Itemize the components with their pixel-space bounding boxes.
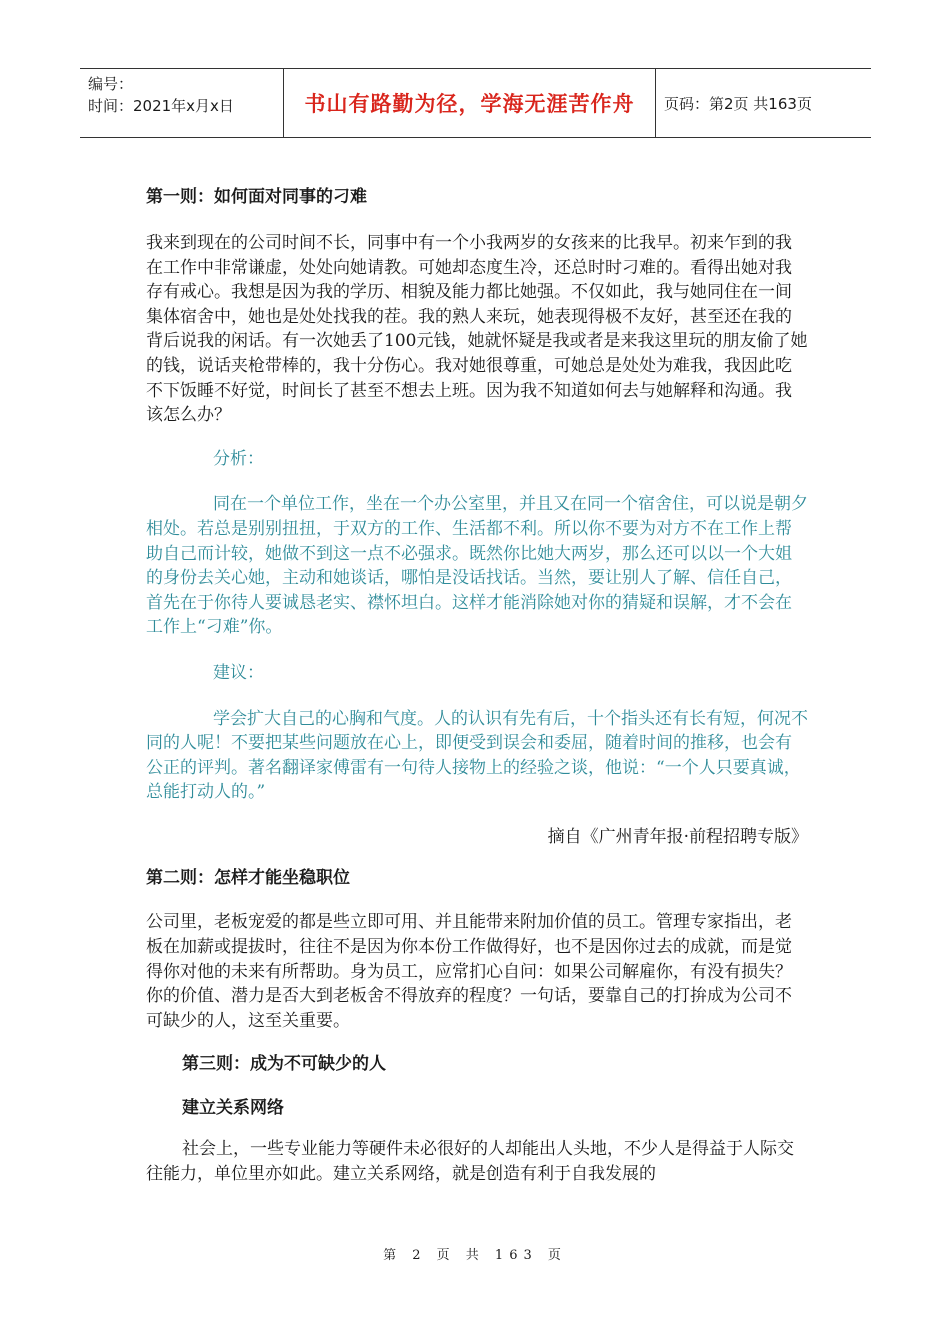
document-body [146, 182, 808, 1187]
section-3-subtitle: 建立关系网络 [182, 1098, 284, 1119]
header-motto: 书山有路勤为径，学海无涯苦作舟 [284, 69, 656, 137]
page-footer: 第 2 页 共 163 页 [383, 1248, 567, 1263]
advice-body: 学会扩大自己的心胸和气度。人的认识有先有后，十个指头还有长有短，何况不同的人呢！不要把某些问题放在心上，即便受到误会和委屈，随着时间的推移，也会有公正的评判。著名翻译家傅雷有一句待人接物上的经验之谈，他说：“一个人只要真诚，总能打动人的。” [146, 708, 808, 803]
header-page-label: 页码：第2页 共163页 [664, 94, 812, 113]
section-1-title: 第一则：如何面对同事的刁难 [146, 187, 367, 207]
analysis-body: 同在一个单位工作，坐在一个办公室里，并且又在同一个宿舍住，可以说是朝夕相处。若总是别别扭扭，于双方的工作、生活都不利。所以你不要为对方不在工作上帮助自己而计较，她做不到这一点不必强求。既然你比她大两岁，那么还可以以一个大姐的身份去关心她，主动和她谈话，哪怕是没话找话。当然，要让别人了解、信任自己，首先在于你待人要诚恳老实、襟怀坦白。这样才能消除她对你的猜疑和误解，才不会在工作上“刁难”你。 [146, 494, 808, 638]
analysis-label: 分析： [213, 448, 264, 469]
section-3-body: 社会上，一些专业能力等硬件未必很好的人却能出人头地，不少人是得益于人际交往能力，单位里亦如此。建立关系网络，就是创造有利于自我发展的 [146, 1139, 794, 1185]
time-label: 时间：2021年x月x日 [88, 97, 234, 115]
section-2-title: 第二则：怎样才能坐稳职位 [146, 868, 350, 889]
header-meta [80, 69, 284, 137]
number-label: 编号： [88, 75, 134, 93]
advice-label: 建议： [213, 662, 264, 683]
header-table [80, 68, 871, 138]
section-2-body: 公司里，老板宠爱的都是些立即可用、并且能带来附加价值的员工。管理专家指出，老板在加薪或提拔时，往往不是因为你本份工作做得好，也不是因你过去的成就，而是觉得你对他的未来有所帮助。身为员工，应常扪心自问：如果公司解雇你，有没有损失？你的价值、潜力是否大到老板舍不得放弃的程度？一句话，要靠自己的打拚成为公司不可缺少的人，这至关重要。 [146, 912, 792, 1031]
source-citation: 摘自《广州青年报·前程招聘专版》 [547, 826, 808, 847]
section-1-body: 我来到现在的公司时间不长，同事中有一个小我两岁的女孩来的比我早。初来乍到的我在工作中非常谦虚，处处向她请教。可她却态度生冷，还总时时刁难的。看得出她对我存有戒心。我想是因为我的学历、相貌及能力都比她强。不仅如此，我与她同住在一间集体宿舍中，她也是处处找我的茬。我的熟人来玩，她表现得极不友好，甚至还在我的背后说我的闲话。有一次她丢了100元钱，她就怀疑是我或者是来我这里玩的朋友偷了她的钱，说话夹枪带棒的，我十分伤心。我对她很尊重，可她总是处处为难我，我因此吃不下饭睡不好觉，时间长了甚至不想去上班。因为我不知道如何去与她解释和沟通。我该怎么办？ [146, 233, 808, 426]
section-3-title: 第三则：成为不可缺少的人 [182, 1054, 386, 1075]
